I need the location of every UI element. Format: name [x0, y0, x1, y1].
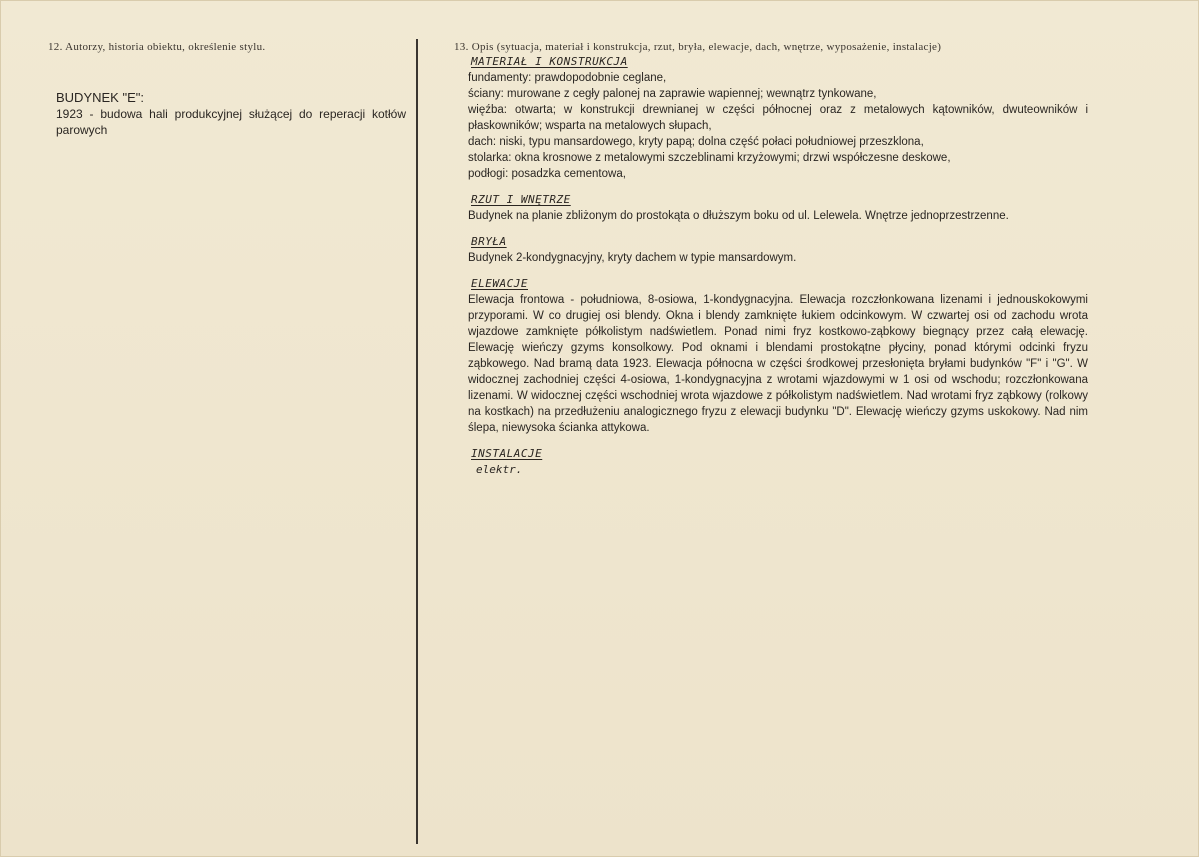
field-12-label: 12. Autorzy, historia obiektu, określenie stylu.	[48, 41, 266, 53]
field-13-content	[468, 54, 1088, 478]
material-line: fundamenty: prawdopodobnie ceglane,	[468, 72, 667, 84]
elewacje-text: Elewacja frontowa - południowa, 8-osiowa, 1-kondygnacyjna. Elewacja rozczłonkowana lizenami i jednouskokowymi przyporami. W co drugiej osi blendy. Okna i blendy zamknięte łukiem odcinkowym. W czwartej osi od zachodu wrota wjazdowe zamknięte półkolistym nadświetlem. Ponad nimi fryz kostkowo-ząbkowy biegnący przez całą elewację. Elewację wieńczy gzyms konsolkowy. Pod oknami i blendami prostokątne płyciny, ponad którymi odcinki fryzu ząbkowego. Nad bramą data 1923. Elewacja północna w części środkowej przesłonięta bryłami budynków "F" i "G". W widocznej zachodniej części 4-osiowa, 1-kondygnacyjna z wrotami wjazdowymi w 1 osi od wschodu; rozczłonkowana lizenami. W widocznej części wschodniej wrota wjazdowe z półkolistym nadświetlem. Nad wrotami fryz ząbkowy (rolkowy na kostkach) na przedłużeniu analogicznego fryzu z elewacji budynku "D". Elewację wieńczy gzyms uskokowy. Nad nim ślepa, niewysoka ścianka attykowa.	[468, 294, 1088, 434]
material-line: podłogi: posadzka cementowa,	[468, 168, 626, 180]
section-heading-material: MATERIAŁ I KONSTRUKCJA	[471, 55, 628, 68]
column-divider	[416, 39, 418, 844]
section-heading-rzut: RZUT I WNĘTRZE	[471, 193, 571, 206]
history-text: 1923 - budowa hali produkcyjnej służącej do reperacji kotłów parowych	[56, 107, 406, 137]
material-line: dach: niski, typu mansardowego, kryty papą; dolna część połaci południowej przeszklona,	[468, 136, 924, 148]
material-line: stolarka: okna krosnowe z metalowymi szczeblinami krzyżowymi; drzwi współczesne deskowe,	[468, 152, 951, 164]
rzut-text: Budynek na planie zbliżonym do prostokąta o dłuższym boku od ul. Lelewela. Wnętrze jednoprzestrzenne.	[468, 210, 1009, 222]
section-elewacje	[468, 276, 1088, 436]
building-title: BUDYNEK "E":	[56, 90, 144, 105]
field-12-content	[56, 90, 406, 138]
section-rzut	[468, 192, 1088, 224]
section-heading-elewacje: ELEWACJE	[471, 277, 528, 290]
instalacje-value: elektr.	[476, 463, 523, 476]
section-heading-instalacje: INSTALACJE	[471, 447, 543, 460]
bryla-text: Budynek 2-kondygnacyjny, kryty dachem w typie mansardowym.	[468, 252, 797, 264]
section-heading-bryla: BRYŁA	[471, 235, 507, 248]
section-instalacje	[468, 446, 1088, 478]
material-line: więźba: otwarta; w konstrukcji drewnianej w części północnej oraz z metalowych kątowników, dwuteowników i płaskowników; wsparta na metalowych słupach,	[468, 104, 1088, 132]
material-line: ściany: murowane z cegły palonej na zaprawie wapiennej; wewnątrz tynkowane,	[468, 88, 877, 100]
field-13-label: 13. Opis (sytuacja, materiał i konstrukcja, rzut, bryła, elewacje, dach, wnętrze, wyposażenie, instalacje)	[454, 41, 942, 53]
section-material	[468, 54, 1088, 182]
section-bryla	[468, 234, 1088, 266]
